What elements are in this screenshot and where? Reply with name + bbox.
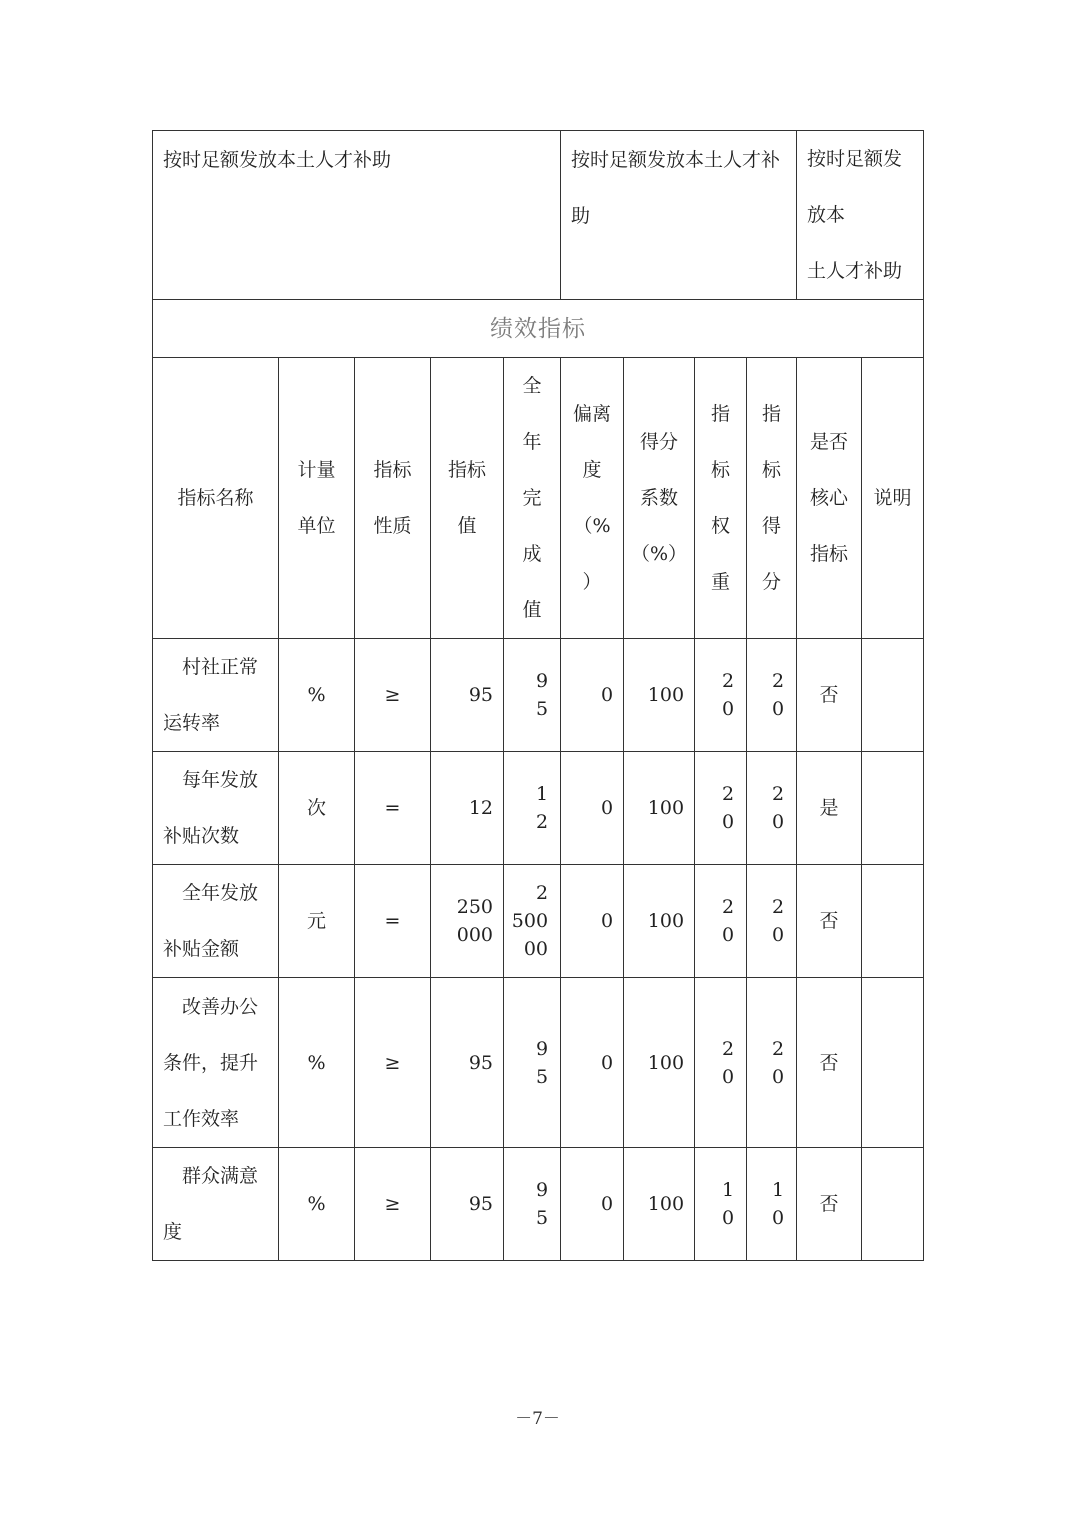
score-line: 0 bbox=[771, 1207, 785, 1229]
actual-line: 9 bbox=[535, 1037, 549, 1060]
header-nature bbox=[355, 358, 431, 639]
score-line: 2 bbox=[771, 783, 785, 805]
value-line: 95 bbox=[468, 1193, 493, 1215]
header-deviation-line: 度 bbox=[582, 459, 602, 481]
value-line: 000 bbox=[456, 924, 493, 946]
cell-nature: ≥ bbox=[355, 639, 431, 752]
header-weight bbox=[695, 358, 747, 639]
cell-deviation: 0 bbox=[561, 639, 624, 752]
weight-line: 2 bbox=[721, 1037, 735, 1060]
cell-name bbox=[153, 865, 279, 978]
cell-value bbox=[431, 865, 504, 978]
weight-line: 0 bbox=[721, 1065, 735, 1088]
header-coef-line: （%） bbox=[631, 543, 688, 565]
table-row bbox=[153, 1148, 924, 1261]
score-line: 2 bbox=[771, 896, 785, 918]
score-line: 0 bbox=[771, 1065, 785, 1088]
cell-score bbox=[747, 1148, 797, 1261]
header-unit-line: 计量 bbox=[297, 459, 336, 481]
cell-note bbox=[862, 865, 924, 978]
cell-coef: 100 bbox=[624, 865, 695, 978]
cell-core: 是 bbox=[797, 752, 862, 865]
cell-weight bbox=[695, 978, 747, 1148]
actual-line: 2 bbox=[535, 882, 549, 904]
cell-actual bbox=[504, 865, 561, 978]
table-row bbox=[153, 752, 924, 865]
cell-unit: % bbox=[279, 1148, 355, 1261]
cell-weight bbox=[695, 639, 747, 752]
cell-coef: 100 bbox=[624, 639, 695, 752]
header-core-line: 指标 bbox=[810, 543, 849, 565]
header-actual-line: 成 bbox=[522, 543, 542, 565]
table-row bbox=[153, 865, 924, 978]
value-line: 95 bbox=[468, 684, 493, 706]
cell-actual bbox=[504, 978, 561, 1148]
name-line: 补贴次数 bbox=[163, 825, 240, 847]
score-line: 0 bbox=[771, 924, 785, 946]
header-deviation-line: （% bbox=[573, 515, 611, 537]
header-coef-line: 系数 bbox=[640, 487, 679, 509]
header-score-line: 得 bbox=[762, 515, 782, 537]
cell-nature: = bbox=[355, 865, 431, 978]
section-row bbox=[153, 300, 924, 358]
cell-score bbox=[747, 865, 797, 978]
weight-line: 2 bbox=[721, 670, 735, 692]
cell-nature: ≥ bbox=[355, 978, 431, 1148]
cell-value bbox=[431, 639, 504, 752]
cell-core: 否 bbox=[797, 1148, 862, 1261]
cell-score bbox=[747, 639, 797, 752]
cell-nature: = bbox=[355, 752, 431, 865]
cell-name bbox=[153, 978, 279, 1148]
actual-line: 9 bbox=[535, 1179, 549, 1201]
goal-cell-2-line2: 助 bbox=[571, 205, 591, 227]
data-rows bbox=[153, 639, 924, 1261]
cell-name bbox=[153, 1148, 279, 1261]
value-line: 95 bbox=[468, 1051, 493, 1074]
actual-line: 5 bbox=[535, 698, 549, 720]
cell-note bbox=[862, 752, 924, 865]
weight-line: 1 bbox=[721, 1179, 735, 1201]
header-score-line: 分 bbox=[762, 571, 782, 593]
score-line: 0 bbox=[771, 698, 785, 720]
goal-cell-3 bbox=[797, 131, 924, 300]
score-line: 1 bbox=[771, 1179, 785, 1201]
cell-coef: 100 bbox=[624, 978, 695, 1148]
cell-name bbox=[153, 752, 279, 865]
weight-line: 2 bbox=[721, 896, 735, 918]
goal-cell-3-line1: 按时足额发放本 bbox=[807, 148, 903, 226]
performance-table bbox=[152, 130, 924, 1261]
actual-line: 00 bbox=[523, 938, 549, 960]
name-line: 村社正常 bbox=[182, 656, 259, 678]
header-row bbox=[153, 358, 924, 639]
name-line: 改善办公 bbox=[182, 995, 259, 1018]
actual-line: 5 bbox=[535, 1207, 549, 1229]
weight-line: 0 bbox=[721, 698, 735, 720]
header-actual bbox=[504, 358, 561, 639]
cell-unit: 元 bbox=[279, 865, 355, 978]
header-value-line: 值 bbox=[457, 515, 477, 537]
cell-deviation: 0 bbox=[561, 1148, 624, 1261]
actual-line: 2 bbox=[535, 811, 549, 833]
goal-cell-1: 按时足额发放本土人才补助 bbox=[153, 131, 561, 300]
header-coef bbox=[624, 358, 695, 639]
cell-value bbox=[431, 1148, 504, 1261]
header-score bbox=[747, 358, 797, 639]
cell-deviation: 0 bbox=[561, 865, 624, 978]
cell-weight bbox=[695, 752, 747, 865]
score-line: 2 bbox=[771, 670, 785, 692]
value-line: 250 bbox=[456, 896, 493, 918]
cell-actual bbox=[504, 1148, 561, 1261]
header-score-line: 标 bbox=[762, 459, 782, 481]
header-coef-line: 得分 bbox=[640, 431, 679, 453]
header-deviation-line: ） bbox=[582, 571, 602, 593]
actual-line: 5 bbox=[535, 1065, 549, 1088]
score-line: 2 bbox=[771, 1037, 785, 1060]
weight-line: 0 bbox=[721, 1207, 735, 1229]
header-weight-line: 重 bbox=[711, 571, 731, 593]
header-actual-line: 值 bbox=[522, 599, 542, 621]
name-line: 度 bbox=[163, 1221, 183, 1243]
header-value bbox=[431, 358, 504, 639]
name-line: 群众满意 bbox=[182, 1165, 259, 1187]
name-line: 每年发放 bbox=[182, 769, 259, 791]
header-unit bbox=[279, 358, 355, 639]
actual-line: 1 bbox=[535, 783, 549, 805]
actual-line: 500 bbox=[511, 910, 549, 932]
score-line: 0 bbox=[771, 811, 785, 833]
cell-deviation: 0 bbox=[561, 978, 624, 1148]
header-note: 说明 bbox=[862, 358, 924, 639]
header-core bbox=[797, 358, 862, 639]
goal-cell-2 bbox=[561, 131, 797, 300]
page-number: －7－ bbox=[515, 1409, 560, 1429]
table-row bbox=[153, 978, 924, 1148]
cell-weight bbox=[695, 1148, 747, 1261]
header-score-line: 指 bbox=[762, 403, 782, 425]
header-core-line: 是否 bbox=[810, 431, 849, 453]
performance-table-container bbox=[152, 130, 923, 1261]
section-title: 绩效指标 bbox=[153, 300, 924, 358]
cell-core: 否 bbox=[797, 639, 862, 752]
goal-cell-3-line2: 土人才补助 bbox=[807, 260, 903, 282]
header-nature-line: 指标 bbox=[373, 459, 412, 481]
header-actual-line: 完 bbox=[522, 487, 542, 509]
header-nature-line: 性质 bbox=[373, 515, 412, 537]
header-weight-line: 权 bbox=[711, 515, 731, 537]
cell-core: 否 bbox=[797, 865, 862, 978]
weight-line: 2 bbox=[721, 783, 735, 805]
header-deviation bbox=[561, 358, 624, 639]
name-line: 运转率 bbox=[163, 712, 221, 734]
name-line: 补贴金额 bbox=[163, 938, 240, 960]
value-line: 12 bbox=[468, 797, 493, 819]
cell-unit: 次 bbox=[279, 752, 355, 865]
actual-line: 9 bbox=[535, 670, 549, 692]
weight-line: 0 bbox=[721, 811, 735, 833]
header-actual-line: 全 bbox=[522, 375, 542, 397]
cell-value bbox=[431, 752, 504, 865]
cell-unit: % bbox=[279, 639, 355, 752]
header-weight-line: 指 bbox=[711, 403, 731, 425]
name-line: 工作效率 bbox=[163, 1107, 240, 1130]
header-value-line: 指标 bbox=[447, 459, 486, 481]
cell-score bbox=[747, 752, 797, 865]
cell-note bbox=[862, 639, 924, 752]
header-unit-line: 单位 bbox=[297, 515, 336, 537]
weight-line: 0 bbox=[721, 924, 735, 946]
cell-actual bbox=[504, 752, 561, 865]
header-name: 指标名称 bbox=[153, 358, 279, 639]
cell-unit: % bbox=[279, 978, 355, 1148]
header-actual-line: 年 bbox=[522, 431, 542, 453]
cell-nature: ≥ bbox=[355, 1148, 431, 1261]
cell-core: 否 bbox=[797, 978, 862, 1148]
header-core-line: 核心 bbox=[810, 487, 849, 509]
goal-cell-2-line1: 按时足额发放本土人才补 bbox=[571, 149, 781, 171]
cell-coef: 100 bbox=[624, 1148, 695, 1261]
cell-name bbox=[153, 639, 279, 752]
header-deviation-line: 偏离 bbox=[573, 403, 612, 425]
cell-deviation: 0 bbox=[561, 752, 624, 865]
cell-note bbox=[862, 978, 924, 1148]
cell-note bbox=[862, 1148, 924, 1261]
name-line: 全年发放 bbox=[182, 882, 259, 904]
goal-row bbox=[153, 131, 924, 300]
table-row bbox=[153, 639, 924, 752]
cell-coef: 100 bbox=[624, 752, 695, 865]
name-line: 条件，提升 bbox=[163, 1051, 259, 1074]
cell-weight bbox=[695, 865, 747, 978]
cell-value bbox=[431, 978, 504, 1148]
cell-actual bbox=[504, 639, 561, 752]
header-weight-line: 标 bbox=[711, 459, 731, 481]
cell-score bbox=[747, 978, 797, 1148]
